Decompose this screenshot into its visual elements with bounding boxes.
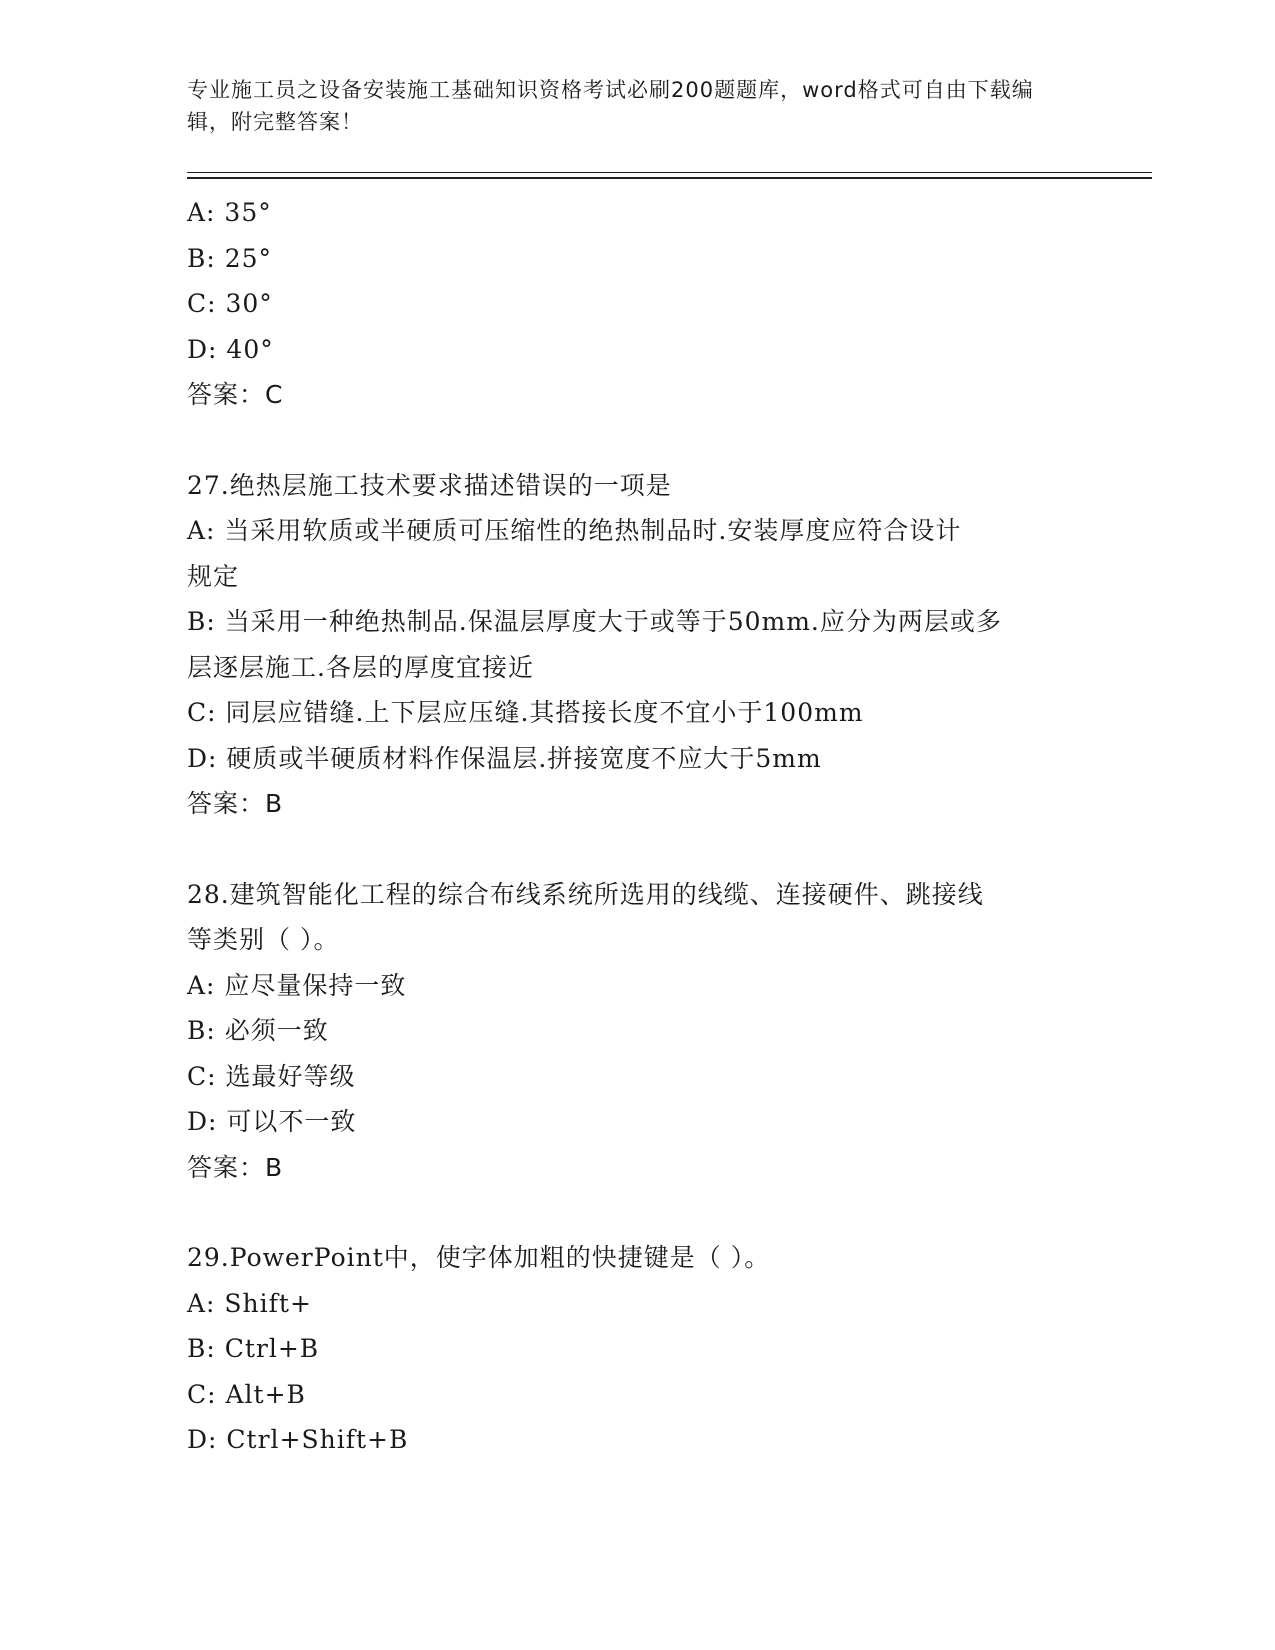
question-29 — [187, 1235, 1087, 1463]
header-divider-thin — [187, 172, 1152, 173]
question-26-tail — [187, 190, 1087, 418]
question-spacer — [187, 1190, 1087, 1235]
option-line: B: 当采用一种绝热制品.保温层厚度大于或等于50mm.应分为两层或多 — [187, 607, 1002, 636]
option-line: 层逐层施工.各层的厚度宜接近 — [187, 652, 534, 682]
option-line: D: Ctrl+Shift+B — [187, 1425, 409, 1454]
option-line: D: 硬质或半硬质材料作保温层.拼接宽度不应大于5mm — [187, 743, 822, 773]
option-line: B: 必须一致 — [187, 1016, 329, 1045]
document-header — [187, 74, 1067, 138]
option-line: 规定 — [187, 561, 240, 591]
option-line: C: 选最好等级 — [187, 1061, 356, 1091]
question-stem: 等类别（ ）。 — [187, 925, 340, 954]
question-28 — [187, 872, 1087, 1191]
option-line: C: Alt+B — [187, 1379, 306, 1409]
question-list — [187, 190, 1087, 1463]
option-line: D: 可以不一致 — [187, 1107, 357, 1136]
option-line: C: 30° — [187, 289, 273, 318]
option-line: A: 35° — [187, 198, 272, 227]
question-27 — [187, 463, 1087, 827]
option-line: B: 25° — [187, 243, 273, 273]
option-line: D: 40° — [187, 334, 274, 364]
question-stem: 29.PowerPoint中，使字体加粗的快捷键是（ ）。 — [187, 1243, 771, 1272]
answer-line: 答案：B — [187, 789, 284, 818]
answer-line: 答案：C — [187, 380, 284, 409]
question-stem: 28.建筑智能化工程的综合布线系统所选用的线缆、连接硬件、跳接线 — [187, 879, 984, 909]
header-title: 专业施工员之设备安装施工基础知识资格考试必刷200题题库，word格式可自由下载编辑，附完整答案！ — [187, 78, 1034, 134]
option-line: A: 应尽量保持一致 — [187, 970, 407, 1000]
question-spacer — [187, 418, 1087, 463]
option-line: C: 同层应错缝.上下层应压缝.其搭接长度不宜小于100mm — [187, 698, 864, 727]
question-stem: 27.绝热层施工技术要求描述错误的一项是 — [187, 470, 672, 500]
option-line: B: Ctrl+B — [187, 1334, 320, 1363]
header-divider-thick — [187, 177, 1152, 179]
option-line: A: Shift+ — [187, 1288, 312, 1318]
question-spacer — [187, 827, 1087, 872]
answer-line: 答案：B — [187, 1152, 284, 1182]
option-line: A: 当采用软质或半硬质可压缩性的绝热制品时.安装厚度应符合设计 — [187, 516, 962, 545]
